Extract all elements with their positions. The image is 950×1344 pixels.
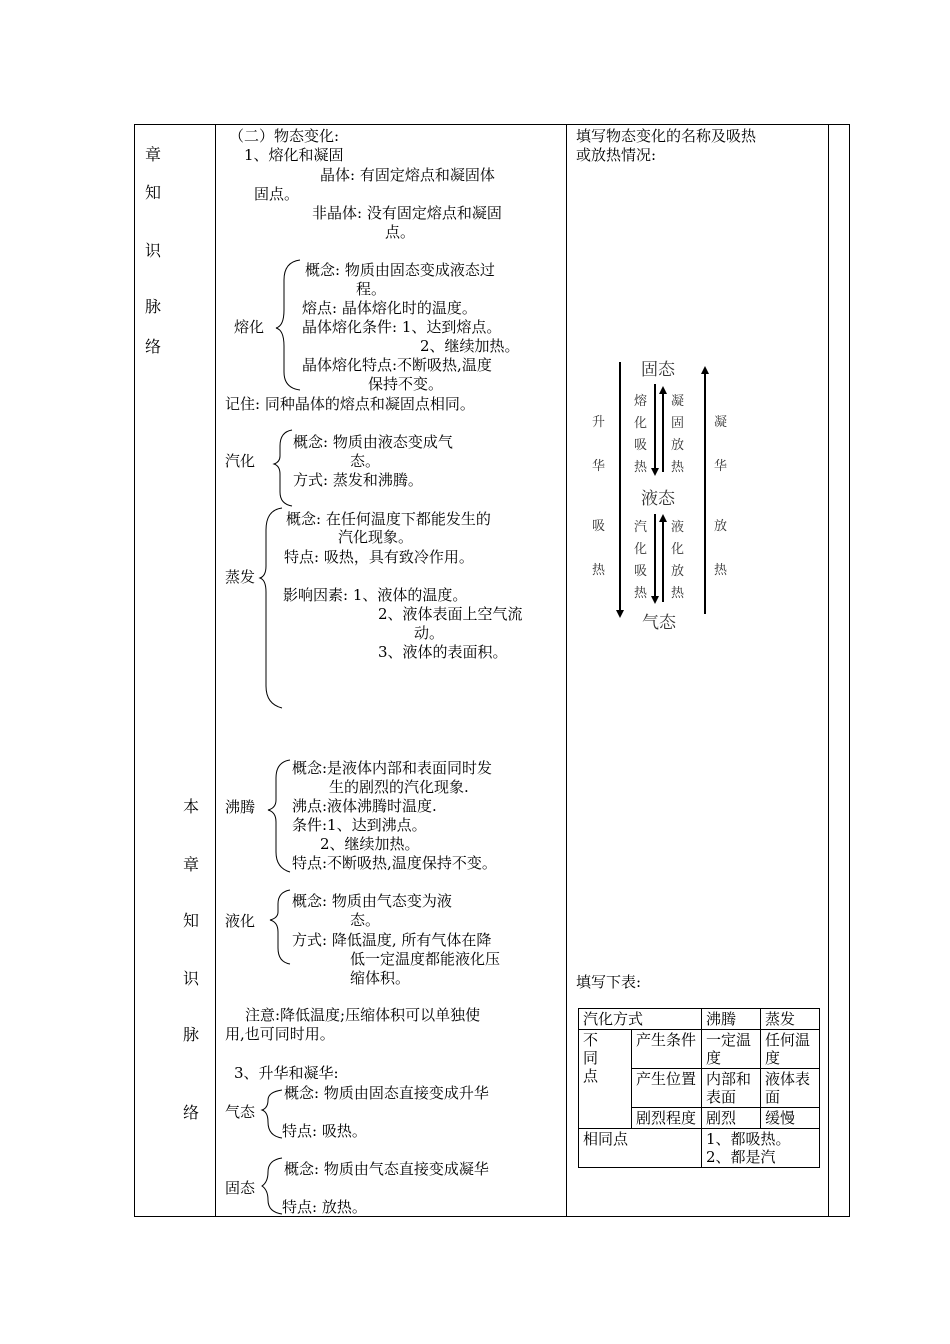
evaporation-feature: 特点: 吸热，具有致冷作用。 [284,548,474,566]
freezing-char: 放 [671,438,685,453]
melting-condition: 2、继续加热。 [420,337,520,355]
boiling-concept: 生的剧烈的汽化现象. [329,778,469,796]
deposition-label: 固态 [225,1179,256,1197]
sublimation-feature: 特点: 吸热。 [282,1122,367,1140]
evaporation-concept: 概念: 在任何温度下都能发生的 [286,510,491,528]
frame-bottom-border [134,1216,849,1217]
crystal-text: 固点。 [254,185,300,203]
frame-left-border [134,124,135,1217]
evaporation-factor: 3、液体的表面积。 [378,643,508,661]
table-cell-boil: 剧烈 [702,1108,761,1129]
same-points-cell [702,1129,820,1168]
left-char: 知 [145,183,162,202]
boiling-feature: 特点:不断吸热,温度保持不变。 [292,854,497,872]
table-row-label: 剧烈程度 [632,1108,702,1129]
left-char: 章 [145,145,162,164]
liquefaction-char: 化 [671,542,685,557]
sublimation-heading: 3、升华和凝华: [234,1064,339,1082]
evaporation-label: 蒸发 [225,568,256,586]
crystal-text: 晶体: 有固定熔点和凝固体 [320,166,495,184]
sublimation-label: 气态 [225,1103,256,1121]
boiling-label: 沸腾 [225,798,256,816]
liquefaction-ways: 低一定温度都能液化压 [350,950,501,968]
deposition-char: 放 [714,519,728,534]
table-row-label: 产生位置 [632,1069,702,1108]
left-char: 络 [145,337,162,356]
deposition-brace [262,1158,282,1214]
vaporization-label: 汽化 [225,452,256,470]
evaporation-brace [260,508,282,708]
boiling-concept: 概念:是液体内部和表面同时发 [292,759,493,777]
column-divider-1 [215,124,216,1217]
vaporization-char: 吸 [634,564,648,579]
diff-label-cell [579,1030,632,1129]
same-label: 相同点 [579,1129,702,1168]
sublimation-concept: 概念: 物质由固态直接变成升华 [284,1084,489,1102]
frame-top-border [134,124,849,125]
sublimation-char: 吸 [592,519,606,534]
vaporization-char: 汽 [634,520,648,535]
deposition-concept: 概念: 物质由气态直接变成凝华 [284,1160,489,1178]
table-row [579,1129,820,1168]
liquefaction-ways: 方式: 降低温度, 所有气体在降 [292,931,492,949]
liquefaction-brace [270,890,290,964]
column-divider-2 [566,124,567,1217]
vaporization-concept: 概念: 物质由液态变成气 [293,433,453,451]
same-point: 1、都吸热。 [706,1130,791,1148]
deposition-char: 华 [714,459,728,474]
section-title: （二）物态变化: [229,127,340,145]
noncrystal-text: 非晶体: 没有固定熔点和凝固 [312,204,502,222]
table-cell-evap: 缓慢 [761,1108,820,1129]
evaporation-factor: 影响因素: 1、液体的温度。 [283,586,468,604]
freezing-char: 热 [671,460,685,475]
table-cell-evap: 液体表面 [761,1069,820,1108]
left-char: 本 [183,797,200,816]
deposition-char: 热 [714,563,728,578]
sublimation-char: 华 [592,459,606,474]
table-cell-boil: 内部和表面 [702,1069,761,1108]
table-header-cell: 汽化方式 [579,1009,702,1030]
left-char: 章 [183,855,200,874]
left-char: 知 [183,911,200,930]
liquefaction-concept: 概念: 物质由气态变为液 [292,892,452,910]
left-char: 识 [183,969,200,988]
table-header-cell: 沸腾 [702,1009,761,1030]
boiling-condition: 条件:1、达到沸点。 [292,816,427,834]
table-row [579,1030,820,1069]
diagram-instruction: 填写物态变化的名称及吸热 [576,127,757,145]
melting-heading: 1、熔化和凝固 [244,146,344,164]
sublimation-char: 热 [592,563,606,578]
note-text: 注意:降低温度;压缩体积可以单独使 [245,1006,481,1024]
vaporization-char: 热 [634,586,648,601]
left-char: 识 [145,241,162,260]
liquid-state-label: 液态 [641,489,675,509]
liquefaction-label: 液化 [225,912,256,930]
melting-char: 热 [634,460,648,475]
vaporization-concept: 态。 [350,452,381,470]
freezing-char: 凝 [671,394,685,409]
solid-state-label: 固态 [641,360,675,380]
evaporation-concept: 汽化现象。 [338,528,414,546]
liquefaction-char: 液 [671,520,685,535]
liquefaction-char: 热 [671,586,685,601]
melting-point: 熔点: 晶体熔化时的温度。 [302,299,477,317]
liquefaction-ways: 缩体积。 [350,969,411,987]
diff-label: 不同点 [583,1031,599,1085]
left-char: 脉 [183,1025,200,1044]
boiling-brace [268,760,290,872]
table-row-label: 产生条件 [632,1030,702,1069]
evaporation-factor: 2、液体表面上空气流 [378,605,523,623]
table-header-row [579,1009,820,1030]
melting-brace [276,260,300,390]
left-char: 脉 [145,297,162,316]
deposition-feature: 特点: 放热。 [282,1198,367,1216]
column-divider-3 [828,124,829,1217]
table-cell-boil: 一定温度 [702,1030,761,1069]
melting-label: 熔化 [234,318,265,336]
sublimation-char: 升 [592,415,606,430]
note-text: 用,也可同时用。 [225,1025,335,1043]
remember-note: 记住: 同种晶体的熔点和凝固点相同。 [225,395,475,413]
melting-char: 吸 [634,438,648,453]
table-header-cell: 蒸发 [761,1009,820,1030]
melting-concept: 程。 [356,280,387,298]
melting-char: 化 [634,416,648,431]
melting-feature: 晶体熔化特点:不断吸热,温度 [302,356,492,374]
comparison-table [578,1008,820,1168]
melting-char: 熔 [634,394,648,409]
evaporation-factor: 动。 [414,624,445,642]
boiling-condition: 2、继续加热。 [320,835,420,853]
table-cell-evap: 任何温度 [761,1030,820,1069]
left-char: 络 [183,1103,200,1122]
gas-state-label: 气态 [642,613,676,633]
frame-right-border [849,124,850,1217]
boiling-point: 沸点:液体沸腾时温度. [292,797,437,815]
liquefaction-concept: 态。 [350,911,381,929]
noncrystal-text: 点。 [385,223,416,241]
deposition-char: 凝 [714,415,728,430]
vaporization-ways: 方式: 蒸发和沸腾。 [293,471,423,489]
melting-condition: 晶体熔化条件: 1、达到熔点。 [302,318,502,336]
sublimation-brace [262,1090,282,1138]
melting-feature: 保持不变。 [368,375,444,393]
same-point: 2、都是汽 [706,1148,776,1166]
vaporization-char: 化 [634,542,648,557]
diagram-instruction: 或放热情况: [576,146,657,164]
table-instruction: 填写下表: [576,973,642,991]
freezing-char: 固 [671,416,685,431]
liquefaction-char: 放 [671,564,685,579]
vaporization-brace [274,430,292,506]
melting-concept: 概念: 物质由固态变成液态过 [305,261,495,279]
